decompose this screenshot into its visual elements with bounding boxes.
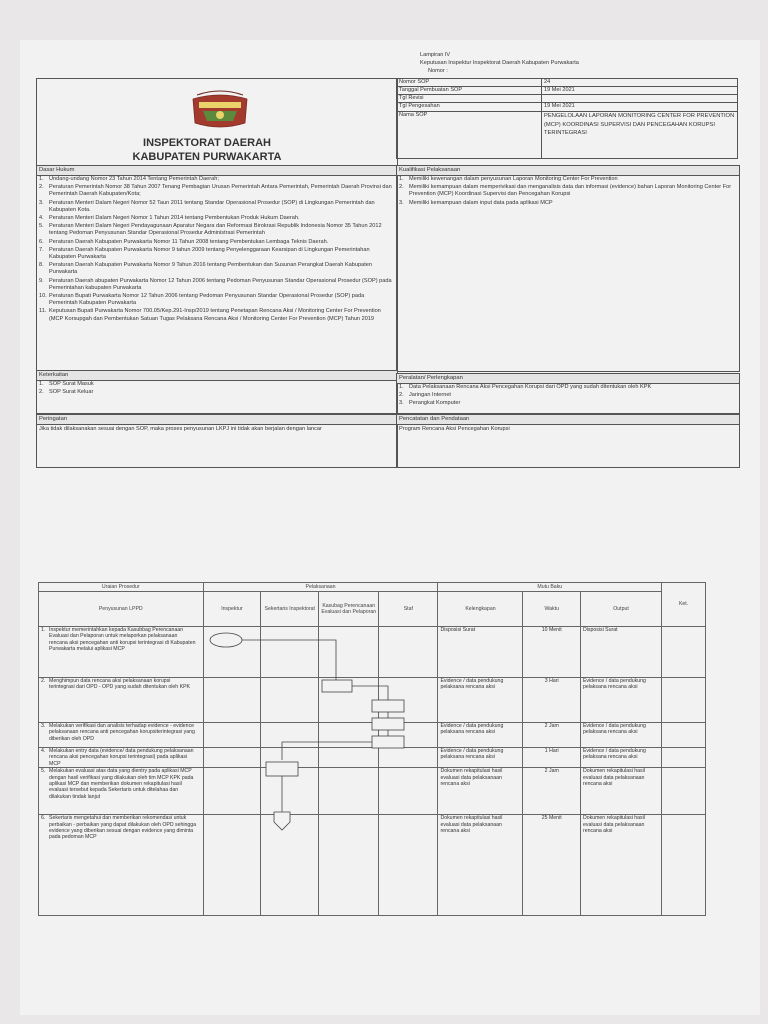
list-text: Peraturan Bupati Purwakarta Nomor 12 Tahun 2006 tentang Pedoman Penyusunan Standar Operasional Prosedur (SOP) pada Pemerintah Kabupaten Purwakarta [49, 293, 365, 307]
list-text: Peraturan Daerah Kabupaten Purwakarta Nomor 11 Tahun 2008 tentang Pembentukan Lembaga Teknis Daerah. [49, 238, 329, 245]
dasar-hukum-item [39, 239, 393, 246]
list-text: Keputusan Bupati Purwakarta Nomor 700.05/Kep.291-Insp/2019 tentang Penetapan Rencana Aksi / Monitoring Center For Prevention (MCP Korsupgah dan Pembentukan Satuan Tugas Pelaksana Rencana Aksi / Monitoring Center For Prevention (MCP) Tahun 2019 [49, 308, 381, 322]
cell-kasubag [319, 748, 379, 768]
list-number: 4. [39, 215, 44, 222]
cell-kasubag [319, 627, 379, 678]
procedure-description [39, 768, 204, 815]
procedure-row [39, 627, 706, 678]
dasar-hukum-item [39, 200, 393, 214]
dasar-hukum-item [39, 184, 393, 198]
list-text: Peraturan Daerah abupaten Purwakarta Nomor 12 Tahun 2006 tentang Pedoman Penyusunan Standar Operasional Prosedur (SOP) pada Pemerintahan kabupaten Purwakarta [49, 277, 392, 291]
procedure-waktu: 10 Menit [523, 627, 580, 678]
dasar-hukum-box [36, 165, 398, 372]
sop-info-value: 24 [542, 79, 738, 87]
dasar-hukum-item [39, 215, 393, 222]
procedure-text: Menghimpun data rencana aksi pelaksanaan korupsi terintegrasi dari OPD - OPD yang sudah ditentukan oleh KPK [49, 678, 191, 691]
cell-staf [379, 627, 438, 678]
keterkaitan-item [39, 389, 393, 396]
procedure-kelengkapan: Dokumen rekapitulasi hasil evaluasi data pelaksanaan rencana aksi [438, 768, 523, 815]
peralatan-item [399, 400, 735, 407]
list-number: 1. [39, 176, 44, 182]
header-output: Output [580, 592, 661, 627]
keterkaitan-box [36, 370, 398, 414]
procedure-text: Melakukan entry data (evidence/ data pendukung pelaksanaan rencana aksi pencegahan korupsi terintegrasi) pada aplikasi MCP [49, 748, 194, 767]
cell-sekretaris [261, 723, 319, 748]
procedure-row [39, 815, 706, 916]
peringatan-text: Jika tidak dilaksanakan sesuai dengan SOP, maka proses penyusunan LKPJ ini tidak akan berjalan dengan lancar [39, 426, 322, 432]
kualifikasi-item [399, 200, 735, 207]
list-number: 1. [399, 384, 404, 390]
list-text: Memiliki kewenangan dalam penyusunan Laporan Monitoring Center For Prevention [409, 176, 618, 182]
list-text: SOP Surat Keluar [49, 389, 94, 396]
cell-kasubag [319, 678, 379, 723]
cell-staf [379, 768, 438, 815]
procedure-waktu: 2 Jam [523, 723, 580, 748]
agency-box [36, 78, 398, 167]
procedure-waktu: 2 Jam [523, 768, 580, 815]
cell-inspektur [203, 678, 261, 723]
list-text: Undang-undang Nomor 23 Tahun 2014 Tentang Pemerintah Daerah; [49, 176, 219, 182]
cell-staf [379, 815, 438, 916]
list-text: SOP Surat Masuk [49, 381, 94, 387]
peralatan-item [399, 392, 735, 399]
header-waktu: Waktu [523, 592, 580, 627]
header-staf: Staf [379, 592, 438, 627]
pencatatan-title: Pencatatan dan Pendataan [397, 415, 739, 425]
procedure-number: 1. [41, 627, 46, 633]
procedure-row [39, 748, 706, 768]
sop-info-value: 19 Mei 2021 [542, 103, 738, 112]
sop-info-label: Nama SOP [397, 112, 542, 159]
cell-staf [379, 748, 438, 768]
list-text: Peraturan Menteri Dalam Negeri Nomor 52 Taun 2011 tentang Standar Operasional Prosedur (SOP) di Lingkungan Pemerintah dan Kabupaten Kota. [49, 199, 375, 213]
dasar-hukum-item [39, 223, 393, 237]
header-pelaksanaan: Pelaksanaan [203, 583, 438, 592]
sop-info-row [397, 112, 738, 159]
keterkaitan-item [39, 381, 393, 388]
sop-info-row [397, 79, 738, 87]
lampiran-label: Lampiran IV [420, 52, 451, 58]
dasar-hukum-title: Dasar Hukum [37, 166, 397, 176]
procedure-kelengkapan: Evidence / data pendukung pelaksana rencana aksi [438, 678, 523, 723]
procedure-description [39, 815, 204, 916]
header-sekretaris: Sekertaris Inspektorat [261, 592, 319, 627]
dasar-hukum-item [39, 308, 393, 322]
sop-info-value [542, 95, 738, 103]
peralatan-item [399, 384, 735, 391]
cell-ket [662, 723, 706, 748]
list-text: Peraturan Menteri Dalam Negeri Pendayagunaan Aparatur Negara dan Reformasi Birokrasi Republik Indonesia Nomor 35 Tahun 2012 tentang Pedoman Penyusunan Standar Operasional Prosedur Administrasi Pemerintah [49, 223, 382, 237]
sop-info-label: Tgl Pengesahan [397, 103, 542, 112]
kualifikasi-box [396, 165, 740, 372]
cell-inspektur [203, 723, 261, 748]
procedure-output: Dokumen rekapitulasi hasil evaluasi data pelaksanaan rencana aksi [580, 815, 661, 916]
sop-info-value: 19 Mei 2021 [542, 87, 738, 95]
procedure-output: Evidence / data pendukung pelaksana rencana aksi [580, 678, 661, 723]
dasar-hukum-item [39, 293, 393, 307]
cell-sekretaris [261, 627, 319, 678]
procedure-row [39, 723, 706, 748]
header-kelengkapan: Kelengkapan [438, 592, 523, 627]
keputusan-label: Keputusan Inspektur Inspektorat Daerah Kabupaten Purwakarta [420, 60, 579, 66]
procedure-output: Dokumen rekapitulasi hasil evaluasi data pelaksanaan rencana aksi [580, 768, 661, 815]
procedure-number: 4. [41, 748, 46, 754]
list-number: 5. [39, 223, 44, 230]
procedure-output: Evidence / data pendukung pelaksana rencana aksi [580, 723, 661, 748]
procedure-number: 3. [41, 723, 46, 729]
procedure-number: 5. [41, 768, 46, 775]
procedure-text: Inspektur memerintahkan kepada Kasubbag Perencanaan Evaluasi dan Pelaporan untuk melaporkan pelaksanaan rencana aksi pencegahan anti korupsi terintegrasi di Kabupaten Purwakarta melalui aplikasi MCP [49, 627, 196, 653]
procedure-kelengkapan: Dokumen rekapitulasi hasil evaluasi data pelaksanaan rencana aksi [438, 815, 523, 916]
cell-ket [662, 627, 706, 678]
procedure-description [39, 723, 204, 748]
dasar-hukum-item [39, 262, 393, 276]
list-text: Peraturan Pemerintah Nomor 38 Tahun 2007 Tenang Pembagian Urusan Pemerintah Antara Pemerintah, Pemerintah Daerah Provinsi dan Pemerintah Daerah Kabupaten/Kota; [49, 184, 392, 198]
sop-info-row [397, 87, 738, 95]
procedure-table [38, 582, 706, 916]
header-ket: Ket. [662, 583, 706, 627]
procedure-text: Melakukan verifikasi dan analisis terhadap evidence - evidence pelaksanaan rencana anti pencegahan korupsiterintegrasi yang diberikan oleh OPD [49, 723, 195, 742]
list-number: 2. [39, 184, 44, 191]
list-text: Perangkat Komputer [409, 400, 461, 407]
procedure-number: 6. [41, 815, 46, 822]
list-number: 9. [39, 277, 44, 284]
cell-ket [662, 678, 706, 723]
cell-inspektur [203, 627, 261, 678]
keterkaitan-title: Keterkaitan [37, 371, 397, 381]
list-number: 2. [399, 392, 404, 399]
procedure-waktu: 25 Menit [523, 815, 580, 916]
cell-sekretaris [261, 678, 319, 723]
cell-staf [379, 723, 438, 748]
list-number: 3. [399, 400, 404, 407]
procedure-text: Sekertaris mengetahui dan memberikan rekomendasi untuk perbaikan - perbaikan yang dapat dilakukan oleh OPD sehingga evidence yang diberikan sesuai dengan evidence yang diminta pada pedoman MCP [49, 815, 197, 841]
cell-kasubag [319, 815, 379, 916]
kualifikasi-item [399, 184, 735, 198]
procedure-description [39, 678, 204, 723]
peralatan-list [399, 384, 735, 409]
agency-logo [189, 89, 251, 131]
kualifikasi-item [399, 176, 735, 183]
list-text: Peraturan Daerah Kabupaten Purwakarta Nomor 9 Tahun 2016 tentang Pembentukan dan Susunan Perangkat Daerah Kabupaten Purwakarta [49, 262, 373, 276]
sop-info-label: Tanggal Pembuatan SOP [397, 87, 542, 95]
list-number: 11. [39, 308, 47, 315]
dasar-hukum-item [39, 278, 393, 292]
cell-ket [662, 748, 706, 768]
list-number: 7. [39, 246, 44, 253]
cell-inspektur [203, 748, 261, 768]
kualifikasi-title: Kualifikasi Pelaksanaan [397, 166, 739, 176]
header-uraian: Uraian Prosedur [39, 583, 204, 592]
list-text: Jaringan Internet [409, 392, 451, 399]
procedure-kelengkapan: Evidence / data pendukung pelaksana rencana aksi [438, 723, 523, 748]
keterkaitan-list [39, 381, 393, 397]
list-text: Data Pelaksanaan Rencana Aksi Pencegahan Korupsi dari OPD yang sudah ditentukan oleh KPK [409, 384, 652, 390]
list-text: Peraturan Menteri Dalam Negeri Nomor 1 Tahun 2014 tentang Pembentukan Produk Hukum Daerah. [49, 215, 300, 222]
kualifikasi-list [399, 176, 735, 208]
cell-sekretaris [261, 815, 319, 916]
procedure-kelengkapan: Disposisi Surat [438, 627, 523, 678]
nomor-label: Nomor : [428, 68, 448, 74]
cell-inspektur [203, 768, 261, 815]
list-number: 3. [399, 199, 404, 206]
list-number: 2. [39, 389, 44, 396]
cell-sekretaris [261, 748, 319, 768]
procedure-waktu: 3 Hari [523, 678, 580, 723]
procedure-output: Disposisi Surat [580, 627, 661, 678]
list-number: 10. [39, 293, 47, 300]
header-kasubag: Kasubag Perencanaan Evaluasi dan Pelaporan [319, 592, 379, 627]
list-text: Memiliki kemampuan dalam memperivikasi dan menganalisis data dan informasi (evidence) bahan Laporan Monitoring Center For Prevention (MCP) Koordinasi Supervisi dan Pencegahan Korupsi [409, 184, 732, 198]
agency-name-line2: KABUPATEN PURWAKARTA [132, 151, 282, 163]
procedure-output: Evidence / data pendukung pelaksana rencana aksi [580, 748, 661, 768]
cell-ket [662, 815, 706, 916]
header-mutu: Mutu Baku [438, 583, 662, 592]
sop-info-row [397, 103, 738, 112]
list-number: 3. [39, 199, 44, 206]
cell-sekretaris [261, 768, 319, 815]
cell-kasubag [319, 768, 379, 815]
list-text: Memiliki kemampuan dalam input data pada aplikasi MCP [409, 199, 553, 206]
cell-ket [662, 768, 706, 815]
procedure-kelengkapan: Evidence / data pendukung pelaksana rencana aksi [438, 748, 523, 768]
sop-info-row [397, 95, 738, 103]
cell-inspektur [203, 815, 261, 916]
list-number: 1. [39, 381, 44, 387]
procedure-row [39, 768, 706, 815]
procedure-description [39, 627, 204, 678]
peralatan-box [396, 373, 740, 414]
list-number: 2. [399, 184, 404, 191]
dasar-hukum-list [39, 176, 393, 324]
sop-info-label: Nomor SOP [397, 79, 542, 87]
procedure-description [39, 748, 204, 768]
dasar-hukum-item [39, 247, 393, 261]
procedure-text: Melakukan evaluasi atas data yang dientry pada aplikasi MCP dengan hasil verifikasi yang dilakukan oleh tim MCP KPK pada aplikasi MCP dan memberikan dokumen rekapitulasi hasil evaluasi tersebut kepada Sekertaris untuk ditelahaa dan dilakukan tindak lanjut [49, 768, 194, 800]
peralatan-title: Peralatan/ Perlengkapan [397, 374, 739, 384]
procedure-row [39, 678, 706, 723]
list-number: 1. [399, 176, 404, 182]
list-number: 8. [39, 262, 44, 269]
procedure-waktu: 1 Hari [523, 748, 580, 768]
peringatan-title: Peringatan [37, 415, 397, 425]
procedure-number: 2. [41, 678, 46, 684]
pencatatan-box [396, 414, 740, 468]
header-inspektur: Inspektur [203, 592, 261, 627]
header-penyusun: Penyusunan LPPD [39, 592, 204, 627]
agency-name-line1: INSPEKTORAT DAERAH [143, 137, 271, 149]
peringatan-box [36, 414, 398, 468]
cell-staf [379, 678, 438, 723]
pencatatan-text: Program Rencana Aksi Pencegahan Korupsi [399, 426, 510, 432]
sop-name-value: PENGELOLAAN LAPORAN MONITORING CENTER FOR PREVENTION (MCP) KOORDINASI SUPERVISI DAN PENCEGAHAN KORUPSI TERINTEGRASI [542, 112, 738, 159]
list-text: Peraturan Daerah Kabupaten Purwakarta Nomor 9 tahun 2009 tentang Penyelenggaraan Kearsipan di Lingkungan Pemerintahan Kabupaten Purwakarta [49, 246, 370, 261]
list-number: 6. [39, 238, 44, 245]
dasar-hukum-item [39, 176, 393, 183]
sop-info-label: Tgl Revisi [397, 95, 542, 103]
sop-info-table [396, 78, 738, 159]
cell-kasubag [319, 723, 379, 748]
